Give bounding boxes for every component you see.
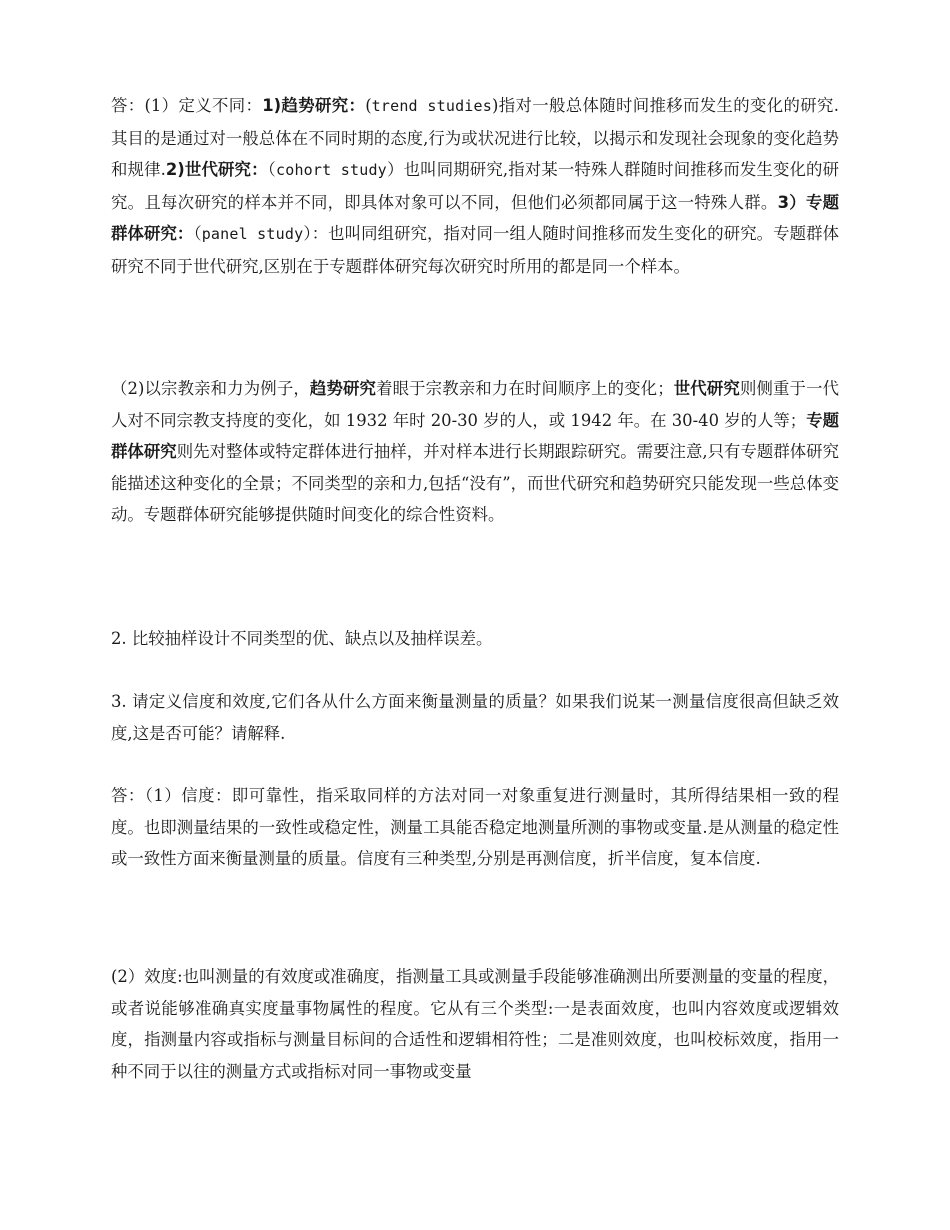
english-term: panel study	[201, 225, 304, 243]
answer-2-paragraph	[111, 373, 839, 531]
answer-reliability: 答：（1）信度：即可靠性，指采取同样的方法对同一对象重复进行测量时，其所得结果相一致的程度。也即测量结果的一致性或稳定性，测量工具能否稳定地测量所测的事物或变量.是从测量的稳定性或一致性方面来衡量测量的质量。信度有三种类型,分别是再测信度，折半信度，复本信度.	[111, 786, 839, 868]
text-span: ）也叫同期研究,指对某一特殊人群随时间推移而发生变化的研究。且每次研究的样本并不同，即具体对象可以不同，但他们必须都同属于这一特殊人群。	[111, 160, 839, 212]
text-span: （	[193, 224, 202, 243]
term-trend: 趋势研究	[309, 379, 377, 398]
text-span: （	[267, 160, 276, 179]
term-panel: 专题群体研究	[111, 410, 839, 461]
text-span: 则侧重于一代人对不同宗教支持度的变化，如 1932 年时 20-30 岁的人，或 1942 年。在 30-40 岁的人等；	[111, 379, 840, 430]
english-term: cohort study	[275, 161, 387, 179]
text-span: 答：(1）定义不同：	[111, 96, 263, 115]
text-span: 则先对整体或特定群体进行抽样，并对样本进行长期跟踪研究。需要注意,只有专题群体研究能描述这种变化的全景；不同类型的亲和力,包括“没有”，而世代研究和趋势研究只能发现一些总体变动。专题群体研究能够提供随时间变化的综合性资料。	[111, 442, 840, 524]
question-3: 3. 请定义信度和效度,它们各从什么方面来衡量测量的质量？如果我们说某一测量信度很高但缺乏效度,这是否可能？请解释.	[111, 692, 839, 743]
text-span: (	[365, 96, 372, 115]
term-trend-studies: 1)趋势研究：	[262, 96, 366, 115]
question-2: 2. 比较抽样设计不同类型的优、缺点以及抽样误差。	[111, 629, 493, 648]
english-term: trend studies	[371, 97, 492, 115]
term-cohort: 世代研究	[673, 379, 740, 398]
term-panel-study: 3）专题群体研究：	[111, 192, 840, 243]
text-span: （2)以宗教亲和力为例子，	[111, 379, 310, 398]
term-cohort-study: 2)世代研究：	[165, 160, 268, 179]
text-span: 着眼于宗教亲和力在时间顺序上的变化；	[376, 379, 674, 398]
text-span: )指对一般总体随时间推移而发生的变化的研究.其目的是通过对一般总体在不同时期的态度,行为或状况进行比较，以揭示和发现社会现象的变化趋势和规律.	[111, 96, 839, 179]
answer-1-paragraph	[111, 90, 839, 282]
answer-validity: (2）效度:也叫测量的有效度或准确度，指测量工具或测量手段能够准确测出所要测量的变量的程度，或者说能够准确真实度量事物属性的程度。它从有三个类型:一是表面效度，也叫内容效度或逻辑效度，指测量内容或指标与测量目标间的合适性和逻辑相符性；二是准则效度，也叫校标效度，指用一种不同于以往的测量方式或指标对同一事物或变量	[111, 967, 839, 1081]
text-span: ）：也叫同组研究，指对同一组人随时间推移而发生变化的研究。专题群体研究不同于世代研究,区别在于专题群体研究每次研究时所用的都是同一个样本。	[111, 224, 839, 276]
